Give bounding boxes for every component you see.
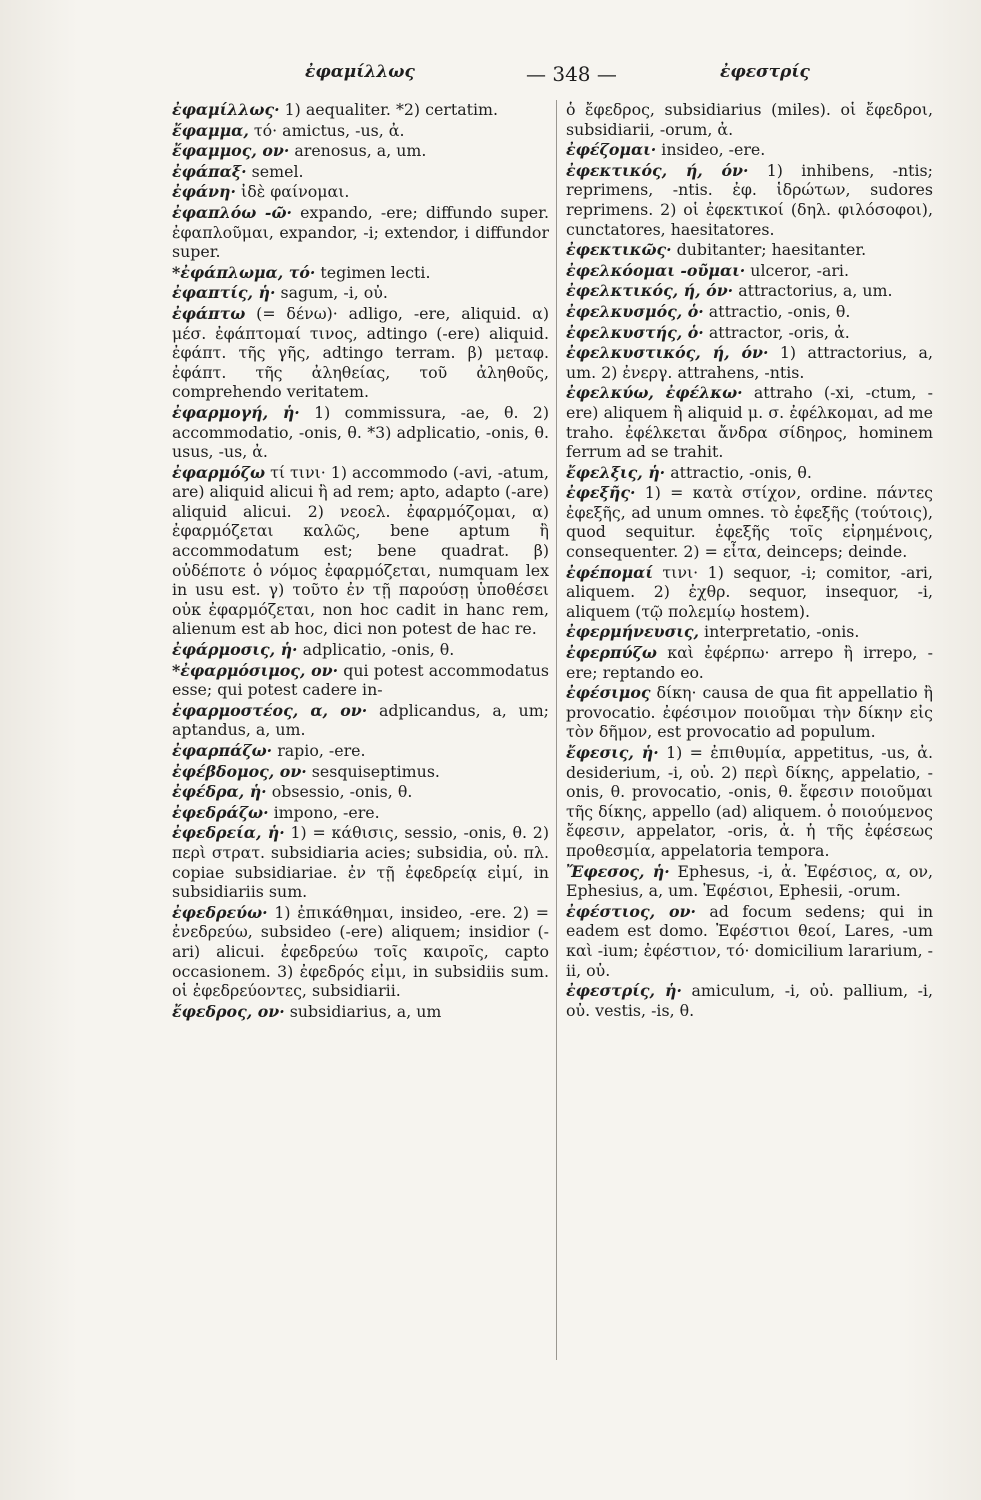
entry-definition: 1) ἐπικάθημαι, insideo, -ere. 2) = ἐνεδρεύω, subsideo (-ere) aliquem; insidior (-ari) alicui. ἐφεδρεύω τοῖς καιροῖς, capto occasionem. 3) ἐφεδρός εἰμι, in subsidiis sum. οἱ ἐφεδρεύοντες, subsidiarii. — [172, 902, 549, 1001]
entry-headword: ἐφεδράζω· — [172, 802, 269, 822]
entry-definition: 1) commissura, -ae, θ. 2) accommodatio, -onis, θ. *3) adplicatio, -onis, θ. usus, -us, ἀ. — [172, 402, 549, 462]
left-guide-word: ἐφαμίλλως — [305, 62, 415, 82]
entry-definition: rapio, -ere. — [272, 741, 366, 760]
dictionary-entry — [566, 140, 933, 160]
entry-definition: amiculum, -i, οὐ. pallium, -i, οὐ. vestis, -is, θ. — [566, 981, 933, 1020]
entry-definition: semel. — [246, 161, 304, 181]
entry-headword: ἐφερμήνευσις, — [566, 622, 699, 642]
dictionary-entry — [566, 343, 933, 382]
dictionary-entry — [566, 323, 933, 343]
entry-headword: ἐφάνη· — [172, 182, 236, 202]
entry-headword: ἐφέπομαί — [566, 562, 653, 582]
entry-definition: tegimen lecti. — [315, 262, 431, 282]
entry-headword: ἐφεξῆς· — [566, 483, 636, 503]
entry-definition: 1) = κατὰ στίχον, ordine. πάντες ἐφεξῆς, ad unum omnes. τὸ ἐφεξῆς (τούτοις), quod sequitur. ἐφεξῆς τοῖς εἰρημένοις, consequenter. 2) = εἶτα, deinceps; deinde. — [566, 483, 933, 562]
entry-headword: ἐφέδρα, ἡ· — [172, 782, 267, 802]
entry-definition: attractio, -onis, θ. — [703, 301, 851, 321]
entry-definition: 1) inhibens, -ntis; reprimens, -ntis. ἐφ. ἱδρώτων, sudores reprimens. 2) οἱ ἐφεκτικοί (δηλ. φιλόσοφοι), cunctatores, haesitatores. — [566, 160, 933, 239]
entry-definition: 1) attractorius, a, um. 2) ἐνεργ. attrahens, -ntis. — [566, 343, 933, 382]
dictionary-entry — [172, 762, 549, 782]
dictionary-entry — [566, 563, 933, 622]
dictionary-entry — [566, 902, 933, 980]
entry-headword: ἐφάρμοσις, ἡ· — [172, 640, 298, 660]
entry-headword: ἔφεσις, ἡ· — [566, 743, 659, 762]
dictionary-entry — [172, 463, 549, 639]
entry-headword: *ἐφάπλωμα, τό· — [172, 262, 316, 282]
entry-headword: ἐφεδρεύω· — [172, 902, 268, 922]
entry-definition: sagum, -i, οὐ. — [275, 283, 388, 303]
entry-headword: ἐφελκύω, ἐφέλκω· — [566, 383, 743, 403]
entry-definition: dubitanter; haesitanter. — [671, 240, 867, 260]
entry-definition: attractorius, a, um. — [733, 281, 893, 301]
entry-definition: qui potest accommodatus esse; qui potest cadere in- — [172, 660, 549, 700]
entry-definition: Ephesus, -i, ἀ. Ἐφέσιος, α, ον, Ephesius, a, um. Ἐφέσιοι, Ephesii, -orum. — [566, 861, 933, 901]
dictionary-entry — [172, 263, 549, 283]
dictionary-entry — [172, 203, 549, 262]
entry-definition: sesquiseptimus. — [306, 761, 440, 781]
column-divider — [556, 100, 557, 1360]
right-column — [566, 100, 933, 1485]
dictionary-entry — [566, 981, 933, 1020]
entry-headword: Ἔφεσος, ἡ· — [566, 861, 670, 881]
entry-headword: ἐφέζομαι· — [566, 140, 657, 160]
entry-headword: ἔφελξις, ἡ· — [566, 462, 666, 482]
dictionary-entry — [172, 803, 549, 823]
entry-headword: ἐφέσιμος — [566, 683, 651, 703]
entry-definition: adplicatio, -onis, θ. — [297, 640, 455, 660]
dictionary-entry — [172, 304, 549, 402]
entry-definition: attractio, -onis, θ. — [665, 462, 812, 482]
dictionary-entry — [172, 283, 549, 303]
dictionary-entry — [566, 302, 933, 322]
entry-headword: ἐφαμίλλως· — [172, 100, 280, 119]
dictionary-entry — [172, 782, 549, 802]
dictionary-entry — [172, 661, 549, 700]
dictionary-entry — [172, 823, 549, 901]
entry-headword: ἐφελκυστής, ὁ· — [566, 322, 704, 342]
entry-definition: 1) = κάθισις, sessio, -onis, θ. 2) περὶ στρατ. subsidiaria acies; subsidia, οὐ. πλ. copiae subsidiariae. ἐν τῇ ἐφεδρείᾳ εἰμί, in subsidiariis sum. — [172, 823, 549, 902]
entry-headword: ἐφέστιος, ον· — [566, 901, 696, 921]
entry-definition: τί τινι· 1) accommodo (-avi, -atum, are) aliquid alicui ἢ ad rem; apto, adapto (-are) aliquid alicui. 2) νεοελ. ἐφαρμόζομαι, α) ἐφαρμόζεται καλῶς, bene aptum ἢ accommodatum est; bene quadrat. β) οὐδέποτε ὁ νόμος ἐφαρμόζεται, numquam lex in usu est. γ) τοῦτο ἐν τῇ παρούσῃ ὑποθέσει οὐκ ἐφαρμόζεται, non hoc cadit in hanc rem, alienum est ab hoc, dici non potest de hac re. — [172, 462, 549, 639]
page-number: — 348 — — [526, 62, 617, 86]
dictionary-entry — [566, 743, 933, 861]
entry-definition: ὁ ἔφεδρος, subsidiarius (miles). οἱ ἔφεδροι, subsidiarii, -orum, ἀ. — [566, 100, 933, 139]
entry-headword: ἔφαμμα, — [172, 120, 249, 140]
dictionary-entry — [566, 281, 933, 301]
right-guide-word: ἐφεστρίς — [720, 62, 810, 82]
entry-headword: *ἐφαρμόσιμος, ον· — [172, 660, 339, 680]
entry-definition: τό· amictus, -us, ἀ. — [248, 120, 405, 140]
dictionary-entry — [566, 161, 933, 239]
entry-headword: ἔφεδρος, ον· — [172, 1001, 285, 1021]
entry-headword: ἐφελκυστικός, ή, όν· — [566, 343, 769, 363]
entry-headword: ἐφεστρίς, ἡ· — [566, 981, 683, 1001]
dictionary-entry — [172, 903, 549, 1001]
dictionary-entry — [172, 403, 549, 462]
entry-headword: ἐφέβδομος, ον· — [172, 761, 307, 781]
entry-definition: (= δένω)· adligo, -ere, aliquid. α) μέσ. ἐφάπτομαί τινος, adtingo (-ere) aliquid. ἐφάπτ. τῆς γῆς, adtingo terram. β) μεταφ. ἐφάπτ. τῆς ἀληθείας, τοῦ ἀληθοῦς, comprehendo veritatem. — [172, 303, 549, 402]
entry-headword: ἐφελκτικός, ή, όν· — [566, 281, 734, 301]
dictionary-entry — [172, 121, 549, 141]
entry-headword: ἐφαρπάζω· — [172, 741, 273, 760]
entry-headword: ἐφεκτικός, ή, όν· — [566, 160, 749, 180]
entry-definition: 1) = ἐπιθυμία, appetitus, -us, ἀ. desiderium, -i, οὐ. 2) περὶ δίκης, appelatio, -onis, θ. provocatio, -onis, θ. ἔφεσιν ποιοῦμαι τῆς δίκης, appello (ad) aliquem. ὁ ποιούμενος ἔφεσιν, appelator, -oris, ἀ. ἡ τῆς ἐφέσεως προθεσμία, appelatoria tempora. — [566, 743, 933, 860]
dictionary-entry — [172, 100, 549, 120]
entry-headword: ἐφεκτικῶς· — [566, 240, 672, 260]
dictionary-entry — [172, 141, 549, 161]
entry-definition: adplicandus, a, um; aptandus, a, um. — [172, 700, 549, 740]
entry-definition: τινι· 1) sequor, -i; comitor, -ari, aliquem. 2) ἐχθρ. sequor, insequor, -i, aliquem (τῷ πολεμίῳ hostem). — [566, 562, 933, 621]
dictionary-entry — [172, 162, 549, 182]
dictionary-entry — [566, 100, 933, 139]
entry-headword: ἐφάπαξ· — [172, 161, 247, 181]
entry-headword: ἐφαρμόζω — [172, 462, 266, 482]
entry-definition: attractor, -oris, ἀ. — [703, 322, 850, 342]
entry-definition: ad focum sedens; qui in eadem est domo. Ἐφέστιοι θεοί, Lares, -um καὶ -ium; ἐφέστιον, τό· domicilium lararium, -ii, οὐ. — [566, 901, 933, 980]
entry-headword: ἐφαρμοστέος, α, ον· — [172, 700, 368, 720]
entry-definition: 1) aequaliter. *2) certatim. — [279, 100, 499, 119]
entry-definition: attraho (-xi, -ctum, -ere) aliquem ἢ aliquid μ. σ. ἐφέλκομαι, ad me traho. ἐφέλκεται ἄνδρα σίδηρος, hominem ferrum ad se trahit. — [566, 383, 933, 462]
entry-headword: ἐφαπλόω -ῶ· — [172, 202, 292, 222]
entry-definition: expando, -ere; diffundo super. ἐφαπλοῦμαι, expandor, -i; extendor, i diffundor super. — [172, 202, 549, 262]
dictionary-entry — [172, 182, 549, 202]
entry-definition: arenosus, a, um. — [289, 141, 427, 161]
running-head — [0, 62, 981, 92]
dictionary-entry — [566, 463, 933, 483]
dictionary-entry — [566, 643, 933, 682]
entry-headword: ἔφαμμος, ον· — [172, 141, 290, 161]
entry-definition: ulceror, -ari. — [745, 260, 850, 280]
dictionary-entry — [566, 261, 933, 281]
entry-definition: δίκη· causa de qua fit appellatio ἢ provocatio. ἐφέσιμον ποιοῦμαι τὴν δίκην εἰς τὸν δῆμον, est provocatio ad populum. — [566, 683, 933, 742]
entry-headword: ἐφελκόομαι -οῦμαι· — [566, 260, 746, 280]
dictionary-entry — [566, 383, 933, 461]
entry-definition: ἰδὲ φαίνομαι. — [236, 182, 350, 202]
entry-headword: ἐφάπτω — [172, 303, 246, 323]
entry-headword: ἐφαρμογή, ἡ· — [172, 402, 300, 422]
dictionary-entry — [172, 640, 549, 660]
dictionary-entry — [172, 701, 549, 740]
dictionary-entry — [566, 622, 933, 642]
dictionary-entry — [566, 862, 933, 901]
entry-definition: obsessio, -onis, θ. — [266, 782, 413, 802]
entry-definition: impono, -ere. — [268, 802, 380, 822]
entry-definition: καὶ ἐφέρπω· arrepo ἢ irrepo, -ere; reptando eo. — [566, 643, 933, 682]
dictionary-entry — [566, 483, 933, 561]
entry-headword: ἐφελκυσμός, ὁ· — [566, 301, 704, 321]
left-column — [172, 100, 549, 1485]
entry-headword: ἐφερπύζω — [566, 643, 657, 663]
dictionary-entry — [566, 683, 933, 742]
dictionary-entry — [172, 1002, 549, 1022]
entry-definition: interpretatio, -onis. — [699, 622, 860, 642]
entry-definition: subsidiarius, a, um — [284, 1001, 442, 1021]
dictionary-entry — [566, 240, 933, 260]
entry-headword: ἐφεδρεία, ἡ· — [172, 823, 285, 843]
entry-definition: insideo, -ere. — [656, 140, 766, 160]
entry-headword: ἐφαπτίς, ἡ· — [172, 283, 276, 303]
dictionary-entry — [172, 741, 549, 761]
